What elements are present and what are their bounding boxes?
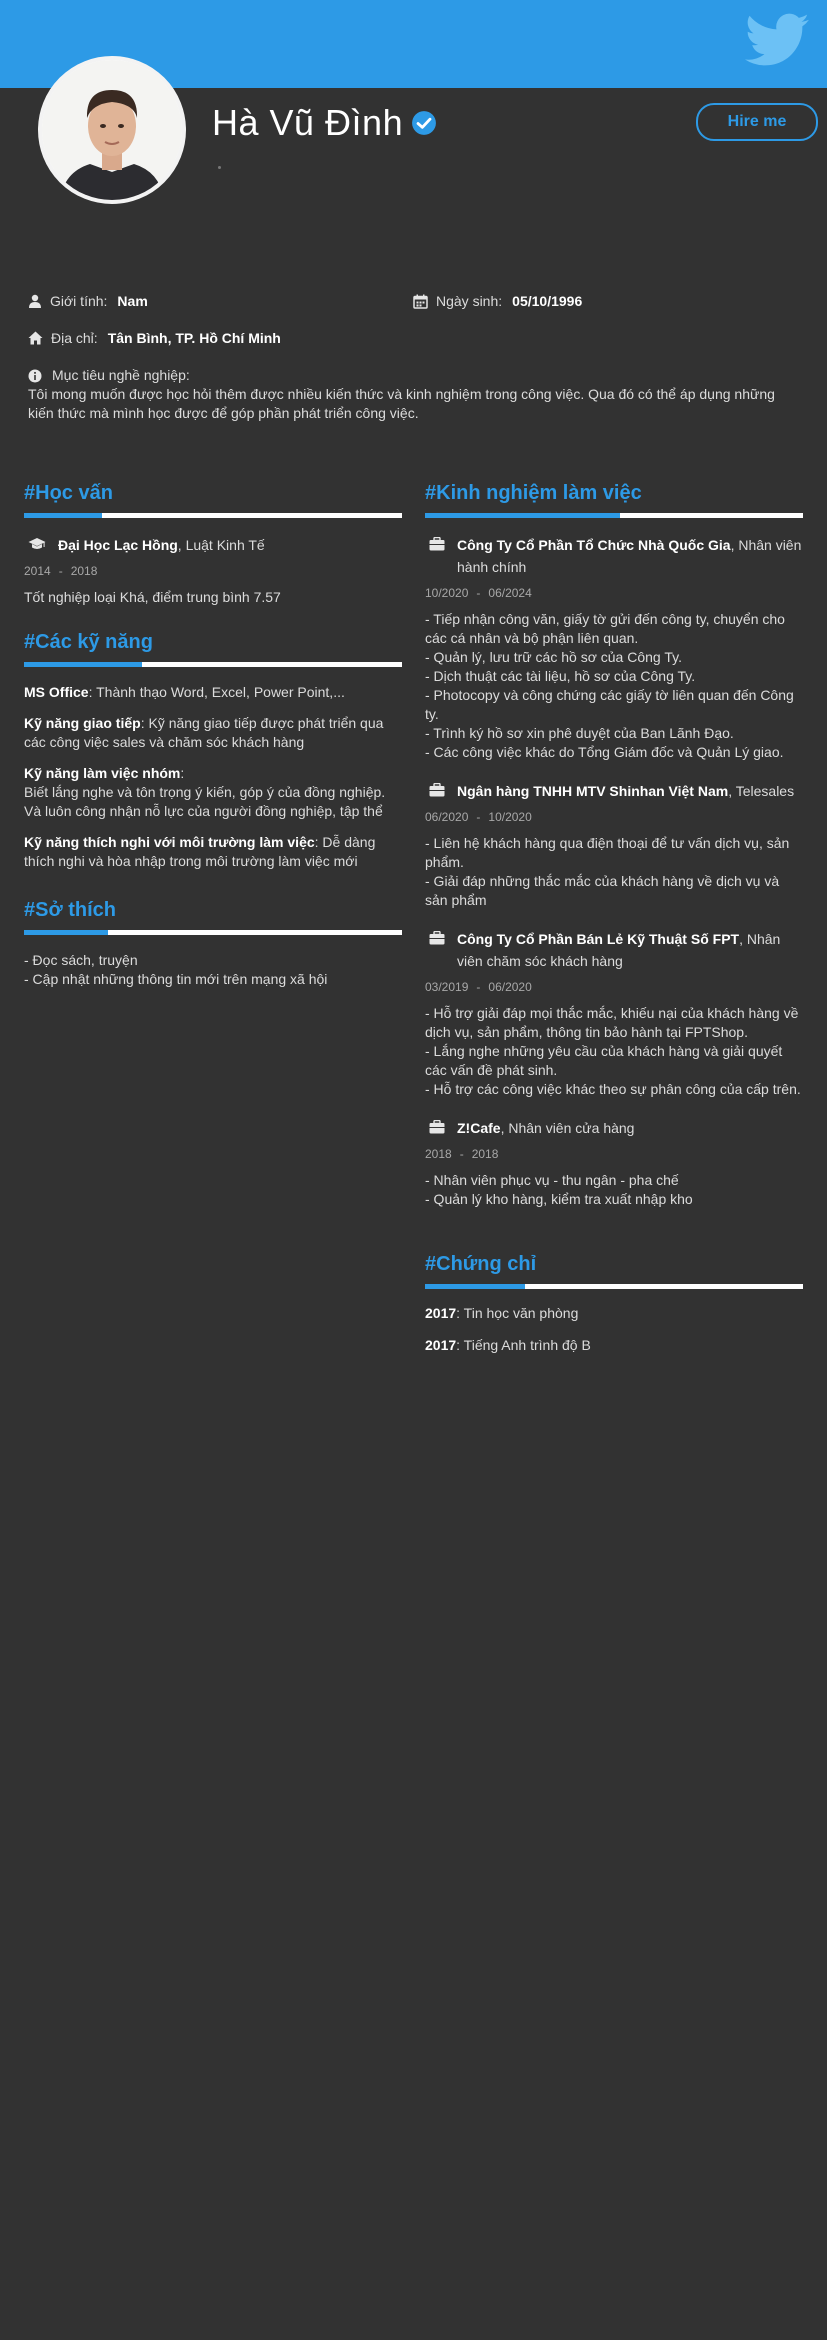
school-major: , Luật Kinh Tế xyxy=(177,537,265,553)
hobbies-divider xyxy=(24,930,402,935)
job-org: Z!Cafe xyxy=(457,1120,501,1136)
job-date: 10/2020 - 06/2024 xyxy=(425,586,532,600)
education-date xyxy=(24,564,402,578)
skill-item: Kỹ năng làm việc nhóm: Biết lắng nghe và tôn trọng ý kiến, góp ý của đồng nghiệp. Và luôn công nhận nỗ lực của người đồng nghiệp, tập thể xyxy=(24,765,386,819)
briefcase-icon xyxy=(429,931,445,945)
verified-badge-icon xyxy=(411,110,437,136)
career-goal xyxy=(28,366,798,423)
job-date: 03/2019 - 06/2020 xyxy=(425,980,532,994)
hire-me-button[interactable]: Hire me xyxy=(696,103,818,141)
briefcase-icon xyxy=(429,1120,445,1134)
graduation-cap-icon xyxy=(28,537,46,551)
job-item xyxy=(425,1117,803,1139)
profile-photo xyxy=(42,60,182,200)
skill-item: Kỹ năng giao tiếp: Kỹ năng giao tiếp được phát triển qua các công việc sales và chăm sóc khách hàng xyxy=(24,715,384,750)
job-description: - Liên hệ khách hàng qua điện thoại để tư vấn dịch vụ, sản phẩm. - Giải đáp những thắc mắc của khách hàng về dịch vụ và sản phẩm xyxy=(425,835,790,908)
date-dash: - xyxy=(58,564,63,578)
education-start: 2014 xyxy=(24,564,51,578)
job-item xyxy=(425,534,803,578)
address-row xyxy=(28,330,281,346)
job-description: - Nhân viên phục vụ - thu ngân - pha chế - Quản lý kho hàng, kiểm tra xuất nhập kho xyxy=(425,1172,693,1207)
info-circle-icon xyxy=(28,369,42,383)
job-description: - Tiếp nhận công văn, giấy tờ gửi đến công ty, chuyển cho các cá nhân và bộ phận liên quan. - Quản lý, lưu trữ các hồ sơ của Công Ty. - Dịch thuật các tài liệu, hồ sơ của Công Ty. - Photocopy và công chứng các giấy tờ liên quan đến Công ty. - Trình ký hồ sơ xin phê duyệt của Ban Lãnh Đạo. - Các công việc khác do Tổng Giám đốc và Quản Lý giao. xyxy=(425,611,794,760)
tagline-dot xyxy=(218,166,221,169)
certificate-item: 2017: Tiếng Anh trình độ B xyxy=(425,1337,591,1353)
job-item xyxy=(425,928,803,972)
left-column xyxy=(24,482,402,1007)
job-org: Ngân hàng TNHH MTV Shinhan Việt Nam xyxy=(457,783,729,799)
job-role: , Nhân viên chăm sóc khách hàng xyxy=(457,931,781,969)
job-date: 2018 - 2018 xyxy=(425,1147,499,1161)
profile-name: Hà Vũ Đình xyxy=(212,102,404,143)
dob-label: Ngày sinh: xyxy=(436,293,503,309)
dob-value: 05/10/1996 xyxy=(512,293,583,309)
address-label: Địa chỉ: xyxy=(51,330,98,346)
education-end: 2018 xyxy=(70,564,98,578)
skill-item: MS Office: Thành thạo Word, Excel, Power Point,... xyxy=(24,684,345,700)
gender-label: Giới tính: xyxy=(50,293,108,309)
gender-value: Nam xyxy=(117,293,148,309)
job-item xyxy=(425,780,803,802)
gender-row xyxy=(28,293,148,309)
education-item xyxy=(24,534,402,556)
career-goal-heading xyxy=(28,366,798,385)
school-name: Đại Học Lạc Hồng xyxy=(58,537,178,553)
job-org: Công Ty Cổ Phần Tổ Chức Nhà Quốc Gia xyxy=(457,537,731,553)
job-date: 06/2020 - 10/2020 xyxy=(425,810,532,824)
calendar-icon xyxy=(413,294,428,309)
hobbies-title: #Sở thích xyxy=(24,899,117,921)
name-row xyxy=(212,102,437,144)
experience-divider xyxy=(425,513,803,518)
skills-divider xyxy=(24,662,402,667)
education-divider xyxy=(24,513,402,518)
job-description: - Hỗ trợ giải đáp mọi thắc mắc, khiếu nại của khách hàng về dịch vụ, sản phẩm, thông tin bảo hành tại FPTShop. - Lắng nghe những yêu cầu của khách hàng và giải quyết các vấn đề phát sinh. - Hỗ trợ các công việc khác theo sự phân công của cấp trên. xyxy=(425,1005,801,1097)
briefcase-icon xyxy=(429,537,445,551)
job-role: , Nhân viên cửa hàng xyxy=(500,1120,635,1136)
address-value: Tân Bình, TP. Hồ Chí Minh xyxy=(107,330,281,346)
job-role: , Nhân viên hành chính xyxy=(457,537,802,575)
job-org: Công Ty Cổ Phần Bán Lẻ Kỹ Thuật Số FPT xyxy=(457,931,740,947)
education-note: Tốt nghiệp loại Khá, điểm trung bình 7.57 xyxy=(24,589,281,605)
career-goal-text: Tôi mong muốn được học hỏi thêm được nhiều kiến thức và kinh nghiệm trong công việc. Qua đó có thể áp dụng những kiến thức mà mình học được để góp phần phát triển công việc. xyxy=(28,386,775,421)
right-column xyxy=(425,482,803,1369)
job-role: , Telesales xyxy=(728,783,795,799)
certificates-divider xyxy=(425,1284,803,1289)
skills-title: #Các kỹ năng xyxy=(24,631,153,653)
experience-title: #Kinh nghiệm làm việc xyxy=(425,482,642,504)
dob-row xyxy=(413,293,582,309)
certificates-title: #Chứng chỉ xyxy=(425,1253,537,1275)
avatar xyxy=(38,56,186,204)
hobbies-list xyxy=(24,951,402,989)
skill-item: Kỹ năng thích nghi với môi trường làm việc: Dễ dàng thích nghi và hòa nhập trong môi trường làm việc mới xyxy=(24,834,376,869)
home-icon xyxy=(28,331,43,345)
user-icon xyxy=(28,294,42,308)
career-goal-label: Mục tiêu nghề nghiệp: xyxy=(52,367,190,383)
education-title: #Học vấn xyxy=(24,482,113,504)
hobby-item: - Cập nhật những thông tin mới trên mạng xã hội xyxy=(24,971,328,987)
twitter-bird-icon xyxy=(745,12,809,68)
briefcase-icon xyxy=(429,783,445,797)
certificate-item: 2017: Tin học văn phòng xyxy=(425,1305,579,1321)
hobby-item: - Đọc sách, truyện xyxy=(24,952,138,968)
